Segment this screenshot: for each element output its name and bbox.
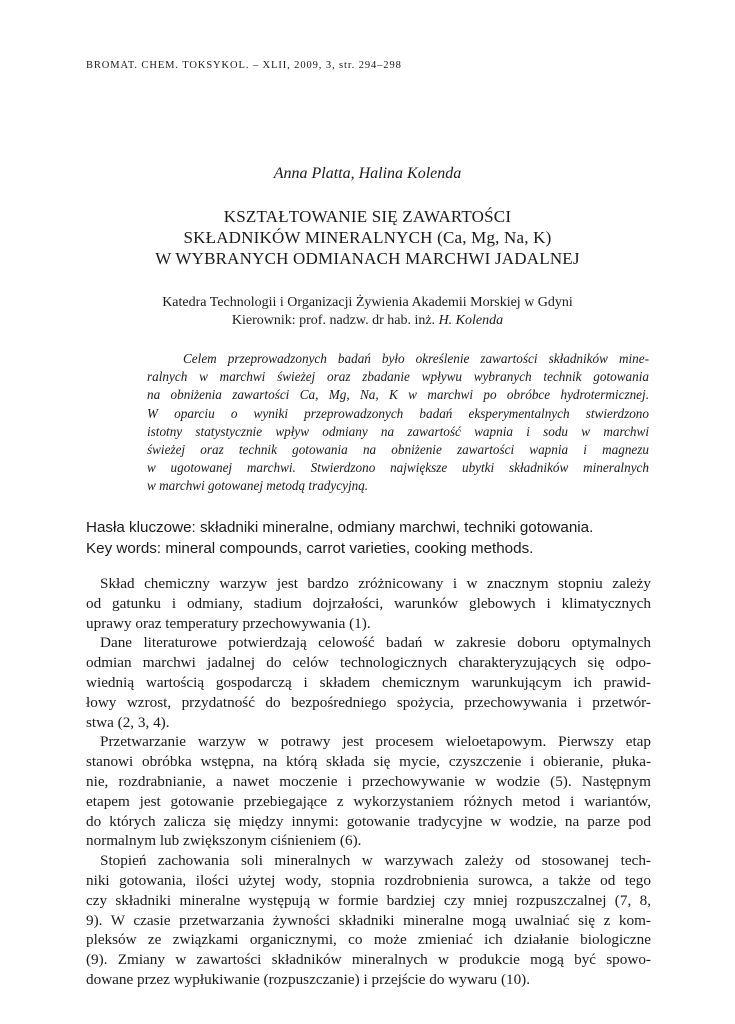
journal-citation-header: BROMAT. CHEM. TOKSYKOL. – XLII, 2009, 3, str. 294–298 (86, 60, 402, 71)
body-line: pleksów ze związkami organicznymi, co może zmieniać ich działanie biologiczne (86, 931, 651, 949)
affiliation-head (0, 312, 735, 330)
keywords (86, 517, 593, 559)
abstract-line: w ugotowanej marchwi. Stwierdzono największe ubytki składników mineralnych (147, 460, 649, 476)
body-line: uprawy oraz temperatury przechowywania (1). (86, 614, 371, 632)
affiliation-head-prefix: Kierownik: prof. nadzw. dr hab. inż. (231, 313, 439, 328)
abstract-line: W oparciu o wyniki przeprowadzonych badań eksperymentalnych stwierdzono (147, 405, 649, 421)
abstract (147, 350, 649, 496)
body-line: do których zalicza się między innymi: gotowanie tradycyjne w wodzie, na parze pod (86, 812, 651, 830)
body-line: nie, rozdrabnianie, a nawet moczenie i przechowywanie w wodzie (5). Następnym (86, 772, 651, 790)
abstract-line: istotny statystycznie wpływ odmiany na zawartość wapnia i sodu w marchwi (147, 423, 649, 439)
body-line: odmian marchwi jadalnej do celów technologicznych charakteryzujących się odpo- (86, 654, 651, 672)
body-line: Przetwarzanie warzyw w potrawy jest procesem wieloetapowym. Pierwszy etap (100, 733, 651, 751)
abstract-line: ralnych w marchwi świeżej oraz zbadanie wpływu wybranych technik gotowania (147, 369, 649, 385)
abstract-line: świeżej oraz technik gotowania na obniżenie zawartości wapnia i magnezu (147, 442, 649, 458)
abstract-line: w marchwi gotowanej metodą tradycyjną. (147, 478, 369, 494)
keywords-polish: Hasła kluczowe: składniki mineralne, odmiany marchwi, techniki gotowania. (86, 519, 594, 536)
body-line: łowy wzrost, przydatność do bezpośredniego spożycia, przechowywania i przetwór- (86, 693, 651, 711)
affiliation-head-name: H. Kolenda (438, 313, 504, 328)
body-line: normalnym lub zwiększonym ciśnieniem (6). (86, 832, 362, 850)
body-line: Dane literaturowe potwierdzają celowość badań w zakresie doboru optymalnych (100, 634, 651, 652)
body-line: od gatunku i odmiany, stadium dojrzałości, warunków glebowych i klimatycznych (86, 594, 651, 612)
title-line: SKŁADNIKÓW MINERALNYCH (Ca, Mg, Na, K) (183, 228, 552, 247)
body-line: Skład chemiczny warzyw jest bardzo zróżnicowany i w znacznym stopniu zależy (100, 575, 651, 592)
body-line: stwa (2, 3, 4). (86, 713, 170, 731)
title-line: W WYBRANYCH ODMIANACH MARCHWI JADALNEJ (155, 249, 580, 268)
body-line: Stopień zachowania soli mineralnych w warzywach zależy od stosowanej tech- (100, 852, 651, 870)
article-authors: Anna Platta, Halina Kolenda (273, 165, 462, 182)
title-line: KSZTAŁTOWANIE SIĘ ZAWARTOŚCI (223, 207, 512, 226)
article-title (0, 206, 735, 269)
body-text (86, 574, 651, 990)
affiliation (0, 294, 735, 330)
abstract-line: na obniżenia zawartości Ca, Mg, Na, K w marchwi po obróbce hydrotermicznej. (147, 387, 649, 403)
body-line: stanowi obróbka wstępna, na którą składa się mycie, czyszczenie i obieranie, płuka- (86, 753, 651, 771)
abstract-line: Celem przeprowadzonych badań było określenie zawartości składników mine- (183, 351, 649, 366)
body-line: dowane przez wypłukiwanie (rozpuszczanie) i przejście do wywaru (10). (86, 970, 531, 988)
keywords-english: Key words: mineral compounds, carrot varieties, cooking methods. (86, 540, 534, 557)
body-line: 9). W czasie przetwarzania żywności składniki mineralne mogą uwalniać się z kom- (86, 911, 651, 929)
body-line: wiednią wartością gospodarczą i składem chemicznym warunkującym ich prawid- (86, 673, 651, 691)
body-line: czy składniki mineralne występują w formie bardziej czy mniej rozpuszczalnej (7, 8, (86, 891, 651, 909)
body-line: etapem jest gotowanie przebiegające z wykorzystaniem różnych metod i wariantów, (86, 792, 651, 810)
body-line: (9). Zmiany w zawartości składników mineralnych w produkcie mogą być spowo- (86, 951, 651, 969)
affiliation-department: Katedra Technologii i Organizacji Żywienia Akademii Morskiej w Gdyni (162, 295, 573, 310)
body-line: niki gotowania, ilości użytej wody, stopnia rozdrobnienia surowca, a także od tego (86, 871, 651, 889)
